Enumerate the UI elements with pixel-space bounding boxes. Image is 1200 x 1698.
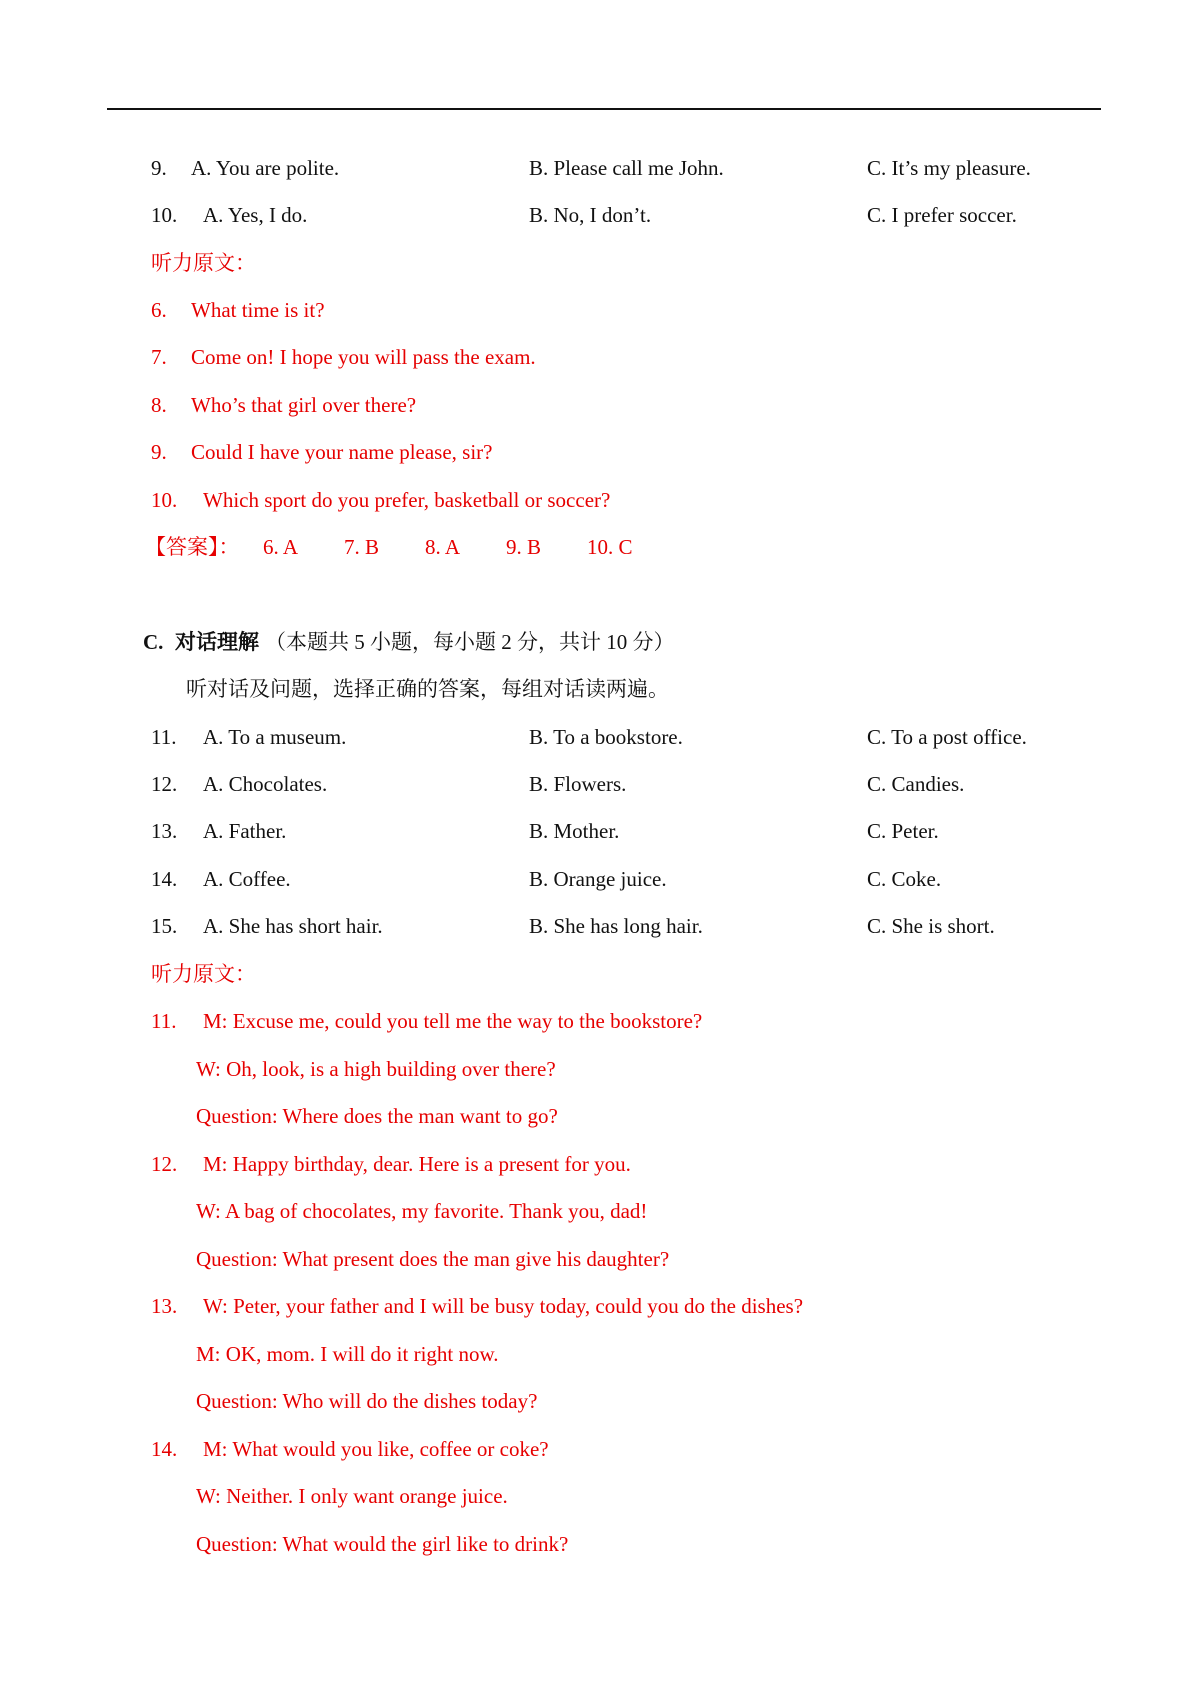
dialogue-number: 11. [151,1009,177,1033]
dialogue-line [0,1054,1200,1084]
option-c: C. Candies. [867,772,965,796]
option-c: C. She is short. [867,914,995,938]
dialogue-number: 13. [151,1294,178,1318]
option-a: A. Yes, I do. [203,203,308,227]
dialogue-question: Question: What would the girl like to drink? [196,1532,569,1556]
section-letter: C. [143,630,164,654]
option-a: A. Chocolates. [203,772,328,796]
option-b: B. Flowers. [529,772,627,796]
transcript-line [0,342,1200,372]
question-number: 12. [151,772,178,796]
transcript-line [0,295,1200,325]
question-number: 14. [151,867,178,891]
transcript-number: 6. [151,298,167,322]
dialogue-line [0,1196,1200,1226]
dialogue-number: 12. [151,1152,178,1176]
header-rule [107,108,1101,110]
section-heading [0,627,1200,657]
question-row [0,722,1200,752]
dialogue-question: Question: What present does the man give his daughter? [196,1247,670,1271]
answer-line [0,532,1200,562]
section-instruction: 听对话及问题，选择正确的答案，每组对话读两遍。 [186,677,669,701]
option-b: B. Orange juice. [529,867,667,891]
transcript-line [0,485,1200,515]
transcript-text: Who’s that girl over there? [191,393,417,417]
dialogue-question: Question: Who will do the dishes today? [196,1389,538,1413]
question-row [0,200,1200,230]
dialogue-question: Question: Where does the man want to go? [196,1104,558,1128]
dialogue-line [0,1434,1200,1464]
option-a: A. She has short hair. [203,914,383,938]
question-number: 9. [151,156,167,180]
option-b: B. To a bookstore. [529,725,683,749]
option-b: B. She has long hair. [529,914,703,938]
option-b: B. Please call me John. [529,156,724,180]
option-c: C. Coke. [867,867,942,891]
option-a: A. Father. [203,819,287,843]
option-c: C. I prefer soccer. [867,203,1017,227]
option-a: A. Coffee. [203,867,291,891]
answer-item: 7. B [344,535,380,559]
answer-item: 6. A [263,535,299,559]
question-number: 15. [151,914,178,938]
dialogue-line [0,1481,1200,1511]
transcript-text: Could I have your name please, sir? [191,440,493,464]
option-c: C. Peter. [867,819,939,843]
dialogue-line [0,1149,1200,1179]
answer-item: 9. B [506,535,542,559]
transcript-text: What time is it? [191,298,325,322]
transcript-line [0,390,1200,420]
answer-label: 【答案】： [145,535,240,559]
transcript-line [0,437,1200,467]
transcript-text: Come on! I hope you will pass the exam. [191,345,536,369]
transcript-number: 10. [151,488,178,512]
option-c: C. To a post office. [867,725,1027,749]
option-a: A. You are polite. [191,156,340,180]
question-number: 10. [151,203,178,227]
section-note: （本题共 5 小题，每小题 2 分，共计 10 分） [265,630,675,654]
option-b: B. No, I don’t. [529,203,652,227]
question-row [0,864,1200,894]
dialogue-line [0,1291,1200,1321]
transcript-number: 7. [151,345,167,369]
section-title: 对话理解 [175,630,259,654]
dialogue-line [0,1006,1200,1036]
dialogue-speaker-2: W: Neither. I only want orange juice. [196,1484,508,1508]
answer-item: 10. C [587,535,633,559]
dialogue-speaker-2: M: OK, mom. I will do it right now. [196,1342,499,1366]
dialogue-speaker-1: M: Happy birthday, dear. Here is a present for you. [203,1152,631,1176]
question-number: 11. [151,725,177,749]
option-a: A. To a museum. [203,725,347,749]
dialogue-line [0,1339,1200,1369]
dialogue-speaker-2: W: A bag of chocolates, my favorite. Thank you, dad! [196,1199,648,1223]
transcript-text: Which sport do you prefer, basketball or soccer? [203,488,611,512]
transcript-number: 8. [151,393,167,417]
question-row [0,153,1200,183]
answer-item: 8. A [425,535,461,559]
dialogue-speaker-2: W: Oh, look, is a high building over there? [196,1057,556,1081]
question-row [0,816,1200,846]
dialogue-speaker-1: W: Peter, your father and I will be busy today, could you do the dishes? [203,1294,804,1318]
dialogue-speaker-1: M: What would you like, coffee or coke? [203,1437,549,1461]
question-row [0,769,1200,799]
option-c: C. It’s my pleasure. [867,156,1031,180]
option-b: B. Mother. [529,819,620,843]
transcript-label: 听力原文： [151,962,256,986]
transcript-label: 听力原文： [151,251,256,275]
question-number: 13. [151,819,178,843]
transcript-number: 9. [151,440,167,464]
dialogue-number: 14. [151,1437,178,1461]
dialogue-speaker-1: M: Excuse me, could you tell me the way to the bookstore? [203,1009,703,1033]
question-row [0,911,1200,941]
